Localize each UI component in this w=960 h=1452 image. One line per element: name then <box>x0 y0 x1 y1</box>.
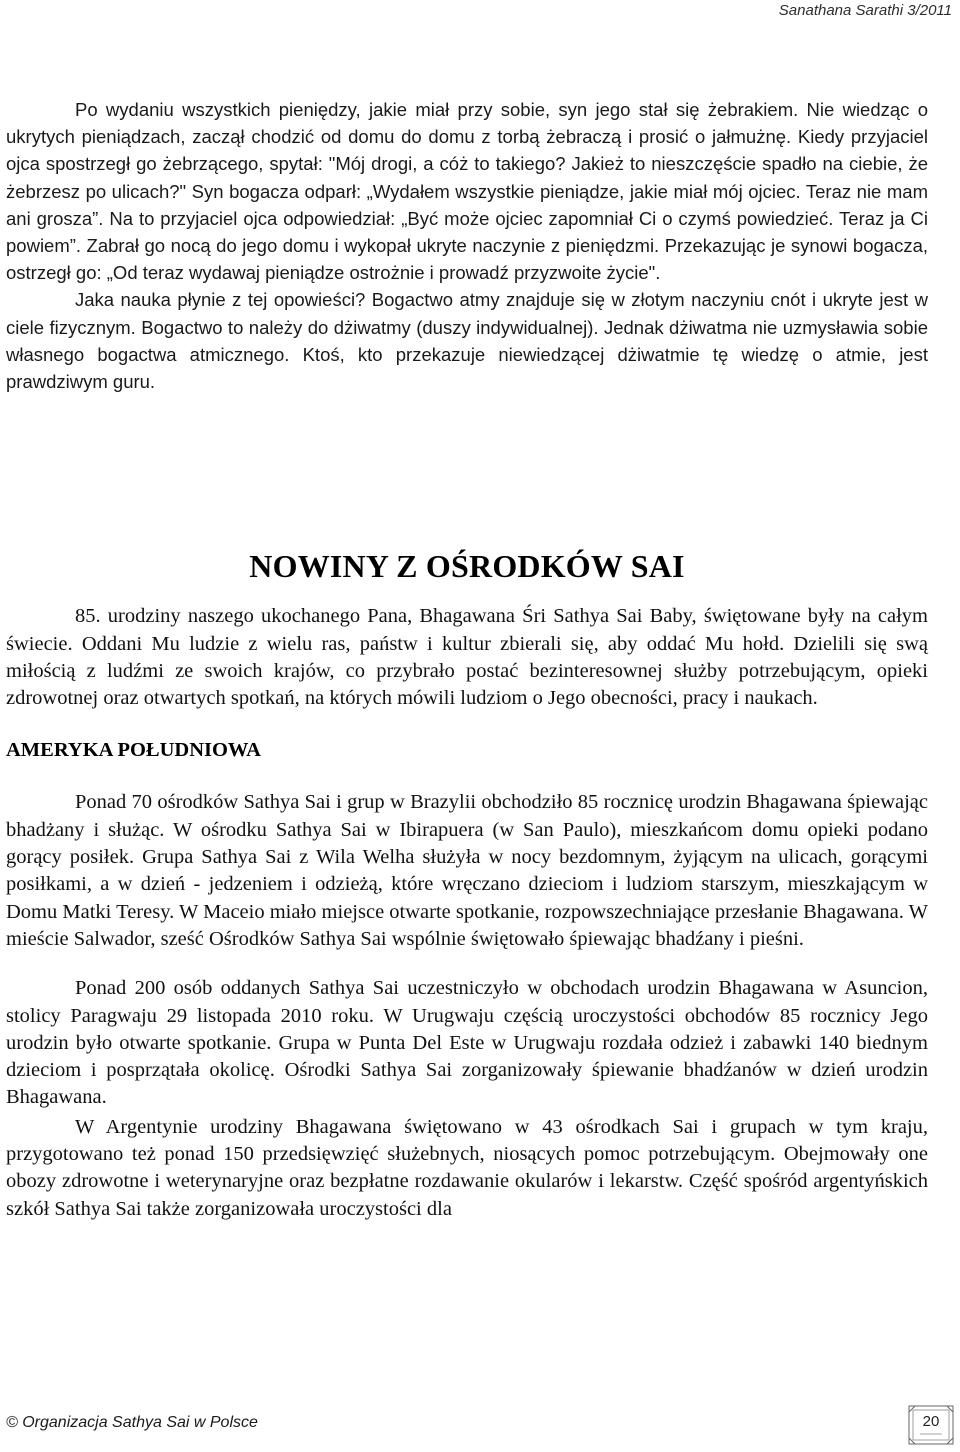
page-number-badge <box>906 1403 956 1447</box>
story-paragraph-1: Po wydaniu wszystkich pieniędzy, jakie miał przy sobie, syn jego stał się żebrakiem. Nie wiedząc o ukrytych pieniądzach, zaczął chodzić od domu do domu z torbą żebraczą i prosić o jałmużnę. Kiedy przyjaciel ojca spostrzegł go żebrzącego, spytał: "Mój drogi, a cóż to takiego? Jakież to nieszczęście spadło na ciebie, że żebrzesz po ulicach?" Syn bogacza odparł: „Wydałem wszystkie pieniądze, jakie miał mój ojciec. Teraz nie mam ani grosza”. Na to przyjaciel ojca odpowiedział: „Być może ojciec zapomniał Ci o czymś powiedzieć. Teraz ja Ci powiem”. Zabrał go nocą do jego domu i wykopał ukryte naczynie z pieniędzmi. Przekazując je synowi bogacza, ostrzegł go: „Od teraz wydawaj pieniądze ostrożnie i prowadź przyzwoite życie". <box>6 99 928 284</box>
section-heading: NOWINY Z OŚRODKÓW SAI <box>249 548 685 585</box>
region-subheading: AMERYKA POŁUDNIOWA <box>6 739 261 762</box>
page-content <box>6 96 928 1223</box>
running-header: Sanathana Sarathi 3/2011 <box>778 2 952 19</box>
story-paragraph-2: Jaka nauka płynie z tej opowieści? Bogactwo atmy znajduje się w złotym naczyniu cnót i ukryte jest w ciele fizycznym. Bogactwo to należy do dżiwatmy (duszy indywidualnej). Jednak dżiwatma nie uzmysławia sobie własnego bogactwa atmicznego. Ktoś, kto przekazuje niewiedzącej dżiwatmie tę wiedzę o atmie, jest prawdziwym guru. <box>6 289 928 393</box>
footer-copyright: © Organizacja Sathya Sai w Polsce <box>6 1414 258 1431</box>
news-paragraph-paraguay-uruguay: Ponad 200 osób oddanych Sathya Sai uczestniczyło w obchodach urodzin Bhagawana w Asuncion, stolicy Paragwaju 29 listopada 2010 roku. W Urugwaju częścią uroczystości obchodów 85 rocznicy Jego urodzin było otwarte spotkanie. Grupa w Punta Del Este w Urugwaju rozdała odzież i zabawki 140 biednym dzieciom i posprzątała okolicę. Ośrodki Sathya Sai zorganizowały śpiewanie bhadźanów w dzień urodzin Bhagawana. <box>6 977 928 1109</box>
page-number: 20 <box>922 1413 940 1430</box>
news-paragraph-brazil: Ponad 70 ośrodków Sathya Sai i grup w Brazylii obchodziło 85 rocznicę urodzin Bhagawana śpiewając bhadżany i służąc. W ośrodku Sathya Sai w Ibirapuera (w San Paulo), mieszkańcom domu opieki podano gorący posiłek. Grupa Sathya Sai z Wila Welha służyła w nocy bezdomnym, żyjącym na ulicach, gorącymi posiłkami, a w dzień - jedzeniem i odzieżą, które wręczano dzieciom i ludziom starszym, mieszkającym w Domu Matki Teresy. W Maceio miało miejsce otwarte spotkanie, rozpowszechniające przesłanie Bhagawana. W mieście Salwador, sześć Ośrodków Sathya Sai wspólnie świętowało śpiewając bhadźany i pieśni. <box>6 791 928 950</box>
news-paragraph-argentina: W Argentynie urodziny Bhagawana świętowano w 43 ośrodkach Sai i grupach w tym kraju, przygotowano też ponad 150 przedsięwzięć służebnych, niosących pomoc potrzebującym. Obejmowały one obozy zdrowotne i weterynaryjne oraz bezpłatne rozdawanie okularów i lekarstw. Część spośród argentyńskich szkół Sathya Sai także zorganizowała uroczystości dla <box>6 1115 928 1220</box>
news-intro-paragraph: 85. urodziny naszego ukochanego Pana, Bhagawana Śri Sathya Sai Baby, świętowane były na całym świecie. Oddani Mu ludzie z wielu ras, państw i kultur zbierali się, aby oddać Mu hołd. Dzielili się swą miłością z ludźmi ze swoich krajów, co przybrało postać bezinteresownej służby potrzebującym, opieki zdrowotnej oraz otwartych spotkań, na których mówili ludziom o Jego obecności, pracy i naukach. <box>6 605 928 710</box>
